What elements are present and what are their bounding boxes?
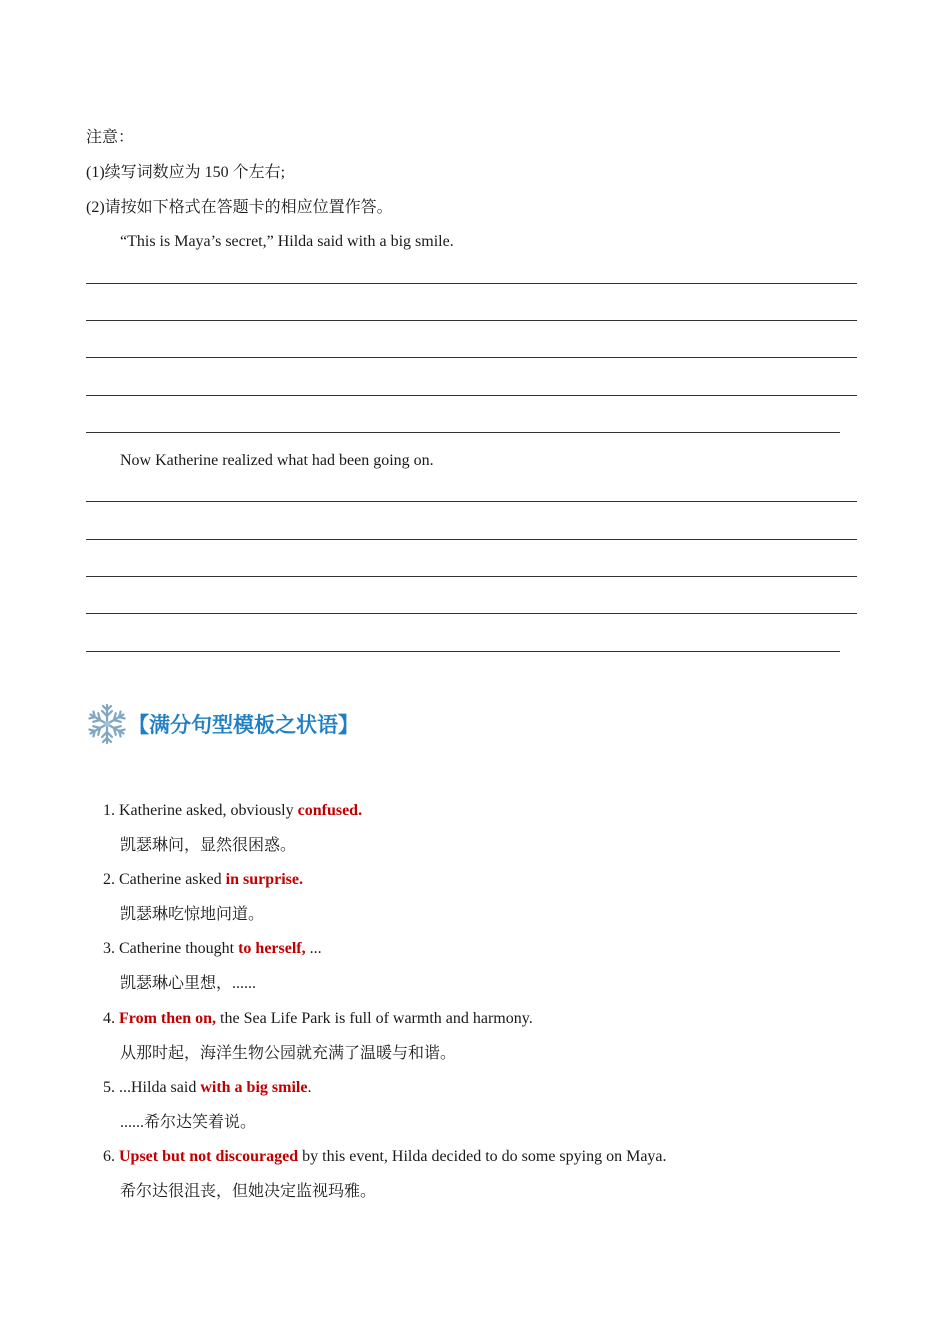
- list-item-translation: 凯瑟琳心里想，......: [120, 975, 257, 992]
- snowflake-icon: [86, 702, 128, 746]
- note-item-1: (1)续写词数应为 150 个左右;: [86, 164, 286, 181]
- answer-line: [86, 432, 840, 433]
- answer-line: [86, 651, 840, 652]
- answer-line: [86, 320, 857, 321]
- notes-label: 注意：: [86, 129, 135, 146]
- list-item: 5. ...Hilda said with a big smile.: [103, 1079, 312, 1096]
- answer-line: [86, 283, 857, 284]
- section-title: 【满分句型模板之状语】: [128, 713, 359, 737]
- note-item-2: (2)请按如下格式在答题卡的相应位置作答。: [86, 199, 393, 216]
- list-item-translation: 从那时起，海洋生物公园就充满了温暖与和谐。: [120, 1045, 457, 1062]
- section-heading: [86, 700, 359, 748]
- list-item: 3. Catherine thought to herself, ...: [103, 940, 322, 957]
- paragraph-2-opening: Now Katherine realized what had been going on.: [120, 452, 434, 469]
- answer-line: [86, 395, 857, 396]
- list-item: 6. Upset but not discouraged by this event, Hilda decided to do some spying on Maya.: [103, 1148, 667, 1165]
- answer-line: [86, 576, 857, 577]
- list-item-translation: 凯瑟琳问，显然很困惑。: [120, 837, 297, 854]
- paragraph-1-opening: “This is Maya’s secret,” Hilda said with a big smile.: [120, 233, 454, 250]
- list-item-translation: 凯瑟琳吃惊地问道。: [120, 906, 265, 923]
- list-item: 2. Catherine asked in surprise.: [103, 871, 303, 888]
- answer-line: [86, 501, 857, 502]
- list-item: 1. Katherine asked, obviously confused.: [103, 802, 363, 819]
- answer-line: [86, 613, 857, 614]
- list-item-translation: 希尔达很沮丧，但她决定监视玛雅。: [120, 1183, 377, 1200]
- list-item: 4. From then on, the Sea Life Park is full of warmth and harmony.: [103, 1010, 533, 1027]
- list-item-translation: ......希尔达笑着说。: [120, 1114, 257, 1131]
- answer-line: [86, 539, 857, 540]
- answer-line: [86, 357, 857, 358]
